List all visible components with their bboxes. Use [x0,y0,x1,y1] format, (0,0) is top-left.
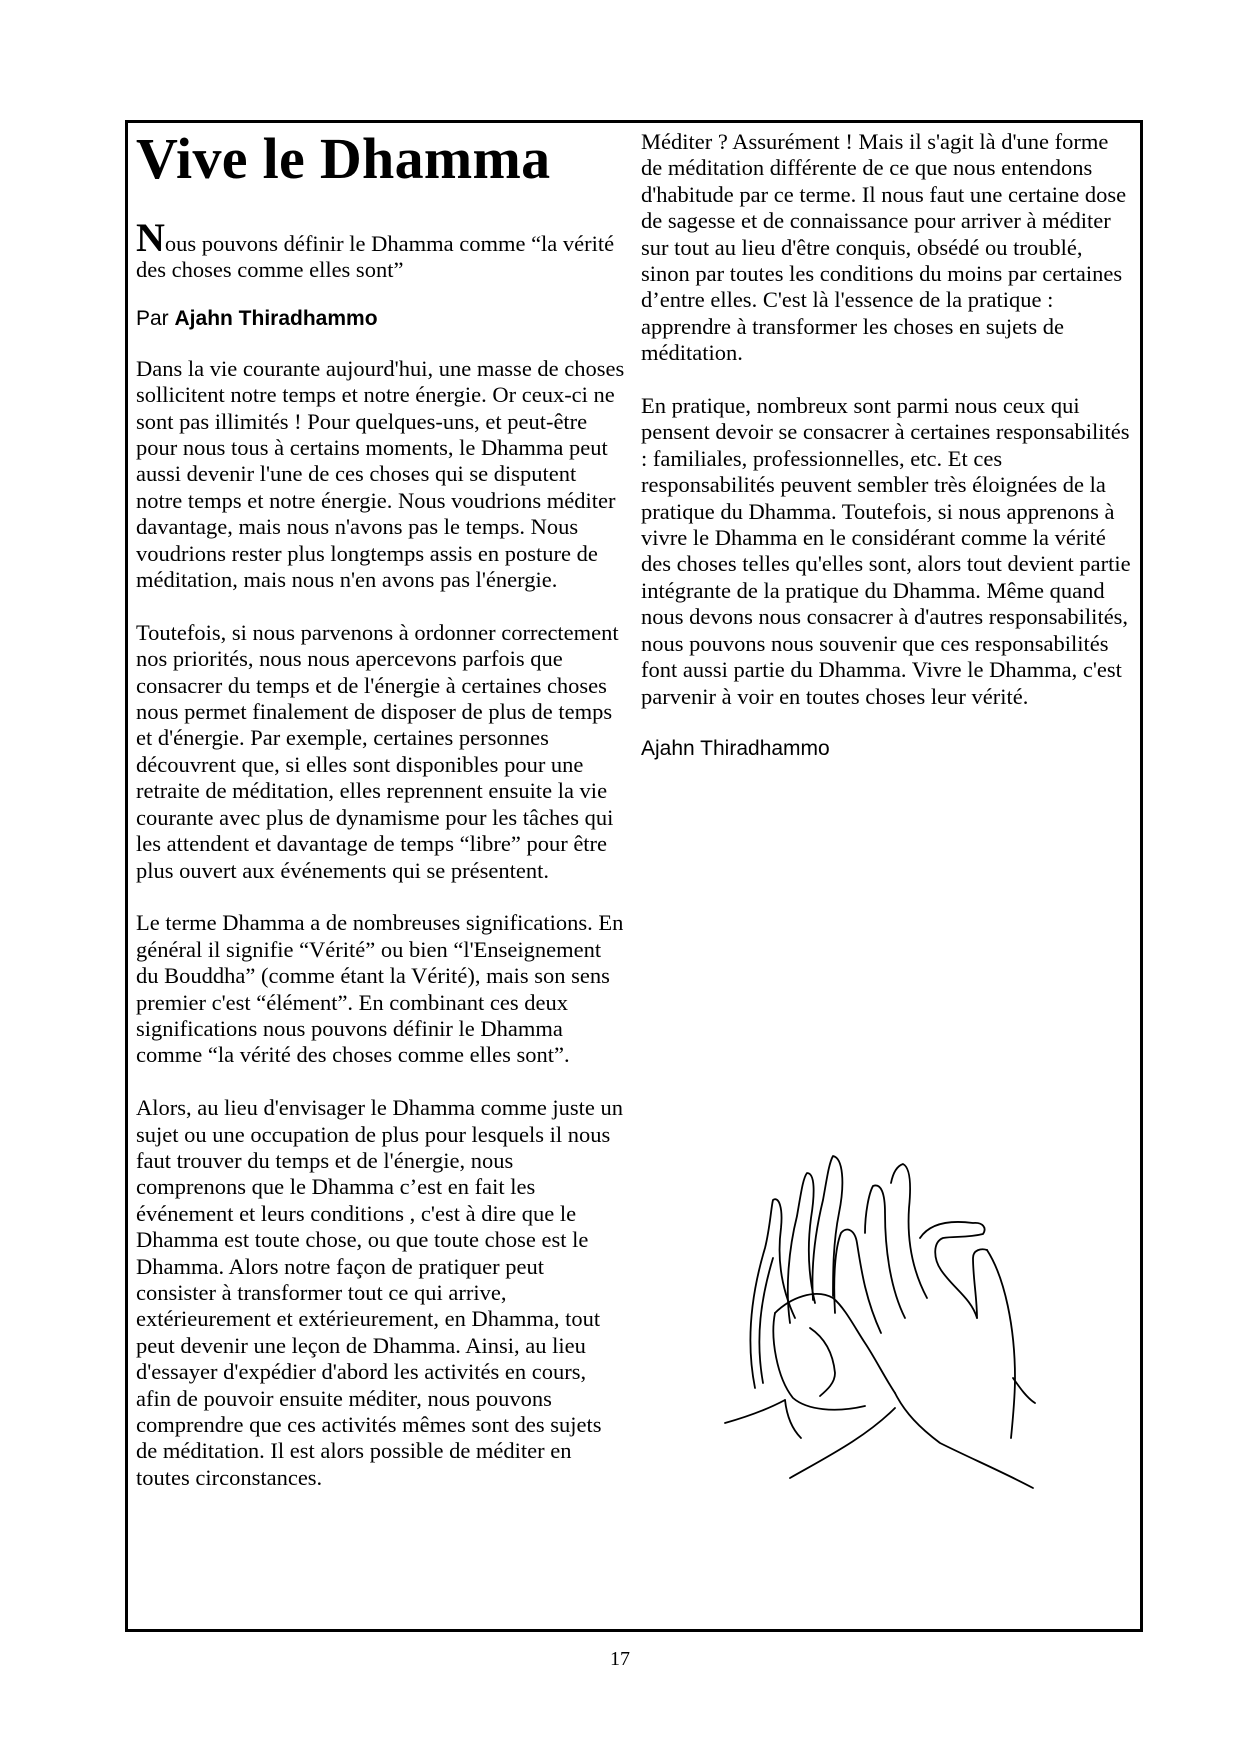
article-title: Vive le Dhamma [136,126,551,191]
paragraph: Alors, au lieu d'envisager le Dhamma comme juste un sujet ou une occupation de plus pour lesquels il nous faut trouver du temps et de l'énergie, nous comprenons que le Dhamma c’est en fait les événement et leurs conditions , c'est à dire que le Dhamma est toute chose, ou que toute chose est le Dhamma. Alors notre façon de pratiquer peut consister à transformer tout ce qui arrive, extérieurement et extérieurement, en Dhamma, tout peut devenir une leçon de Dhamma. Ainsi, au lieu d'essayer d'expédier d'abord les activités en cours, afin de pouvoir ensuite méditer, nous pouvons comprendre que ces activités mêmes sont des sujets de méditation. Il est alors possible de méditer en toutes circonstances. [136,1095,624,1490]
dropcap: N [136,215,165,260]
paragraph: Toutefois, si nous parvenons à ordonner correctement nos priorités, nous nous apercevons parfois que consacrer du temps et de l'énergie à certaines choses nous permet finalement de disposer de plus de temps et d'énergie. Par exemple, certaines personnes découvrent que, si elles sont disponibles pour une retraite de méditation, elles reprennent ensuite la vie courante avec plus de dynamisme pour les tâches qui les attendent et davantage de temps “libre” pour être plus ouvert aux événements qui se présentent. [136,619,619,883]
left-column [136,123,626,1518]
lede-text: ous pouvons définir le Dhamma comme “la vérité des choses comme elles sont” [136,231,615,283]
article-frame [125,120,1143,1632]
paragraph: Méditer ? Assurément ! Mais il s'agit là d'une forme de méditation différente de ce que nous entendons d'habitude par ce terme. Il nous faut une certaine dose de sagesse et de connaissance pour arriver à méditer sur tout au lieu d'être conquis, obsédé ou troublé, sinon par toutes les conditions du moins par certaines d’entre elles. C'est là l'essence de la pratique : apprendre à transformer les choses en sujets de méditation. [641,129,1127,366]
paragraph: Le terme Dhamma a de nombreuses significations. En général il signifie “Vérité” ou bien “l'Enseignement du Bouddha” (comme étant la Vérité), mais son sens premier c'est “élément”. En combinant ces deux significations nous pouvons définir le Dhamma comme “la vérité des choses comme elles sont”. [136,910,624,1068]
hands-mudra-illustration [715,1138,1045,1493]
byline-prefix: Par [136,306,175,330]
article-lede [136,215,626,284]
paragraph: Dans la vie courante aujourd'hui, une masse de choses sollicitent notre temps et notre énergie. Or ceux-ci ne sont pas illimités ! Pour quelques-uns, et peut-être pour nous tous à certains moments, le Dhamma peut aussi devenir l'une de ces choses qui se disputent notre temps et notre énergie. Nous voudrions méditer davantage, mais nous n'avons pas le temps. Nous voudrions rester plus longtemps assis en posture de méditation, mais nous n'en avons pas l'énergie. [136,355,625,593]
byline [136,306,626,332]
page-number: 17 [610,1648,630,1670]
signature: Ajahn Thiradhammo [641,737,830,761]
byline-author: Ajahn Thiradhammo [174,306,378,330]
right-column [641,129,1135,762]
paragraph: En pratique, nombreux sont parmi nous ceux qui pensent devoir se consacrer à certaines responsabilités : familiales, professionnelles, etc. Et ces responsabilités peuvent sembler très éloignées de la pratique du Dhamma. Toutefois, si nous apprenons à vivre le Dhamma en le considérant comme la vérité des choses telles qu'elles sont, alors tout devient partie intégrante de la pratique du Dhamma. Même quand nous devons nous consacrer à d'autres responsabilités, nous pouvons nous souvenir que ces responsabilités font aussi partie du Dhamma. Vivre le Dhamma, c'est parvenir à voir en toutes choses leur vérité. [641,393,1131,709]
